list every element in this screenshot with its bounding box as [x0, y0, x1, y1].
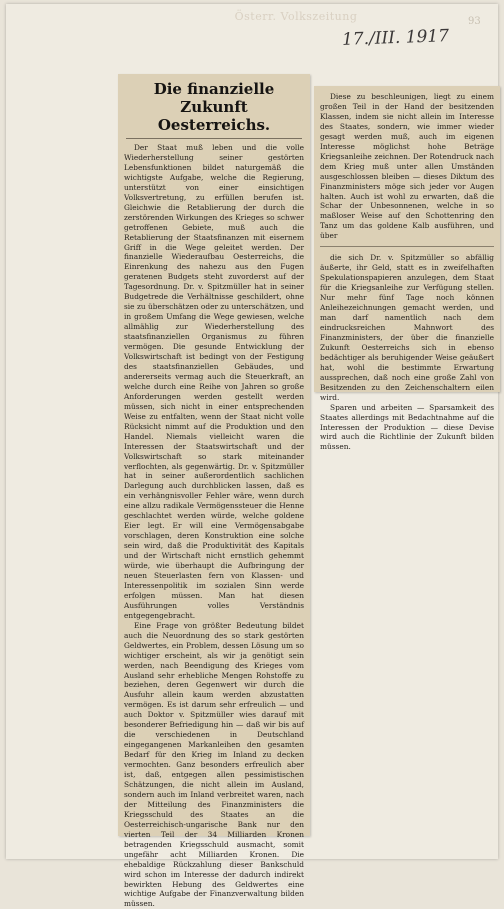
- page-number: 93: [468, 16, 481, 27]
- clipping-main-column: [118, 74, 310, 909]
- clipping-continuation-column: [314, 86, 500, 452]
- article-body-col2: [320, 92, 494, 241]
- paragraph-3: Diese zu beschleunigen, liegt zu einem großen Teil in der Hand der besitzenden Klassen, indem sie nicht allein im Interesse des Staates, sondern, wie immer wieder gesagt werden muß, auch im eigenen Interesse möglichst hohe Beträge Kriegsanleihe zeichnen. Der Rotendruck nach dem Krieg muß unter allen Umständen ausgeschlossen bleiben — dieses Diktum des Finanzministers möge sich jeder vor Augen halten. Auch ist wohl zu erwarten, daß die Schar der Unbesonnenen, welche in so maßloser Weise auf den Schottenring den Tanz um das goldene Kalb ausführen, und über: [320, 92, 494, 241]
- handwritten-date: 17./III. 1917: [341, 26, 450, 50]
- article-body-col2b: [320, 253, 494, 452]
- article-body-col1: [124, 143, 304, 909]
- article-headline: Die finanzielle Zukunft Oesterreichs.: [126, 80, 302, 139]
- paragraph-5: Sparen und arbeiten — Sparsamkeit des Staates allerdings mit Bedachtnahme auf die Interessen der Produktion — diese Devise wird auch die Richtlinie der Zukunft bilden müssen.: [320, 402, 494, 452]
- paragraph-2: Eine Frage von größter Bedeutung bildet auch die Neuordnung des so stark gestörten Geldwertes, ein Problem, dessen Lösung um so wichtiger erscheint, als wir ja genötigt sein werden, nach Beendigung des Krieges vom Ausland sehr erhebliche Mengen Rohstoffe zu beziehen, deren Gegenwert wir durch die Ausfuhr allein kaum werden abzustatten vermögen. Es ist darum sehr erfreulich — und auch Doktor v. Spitzmüller wies darauf mit besonderer Befriedigung hin — daß wir bis auf die verschiedenen in Deutschland eingegangenen Markanleihen den gesamten Bedarf für den Krieg im Inland zu decken vermochten. Ganz besonders erfreulich aber ist, daß, entgegen allen pessimistischen Schätzungen, die nicht allein im Ausland, sondern auch im Inland verbreitet waren, nach der Mitteilung des Finanzministers die Kriegsschuld des Staates an die Oesterreichisch-ungarische Bank nur den vierten Teil der 34 Milliarden Kronen betragenden Kriegsschuld ausmacht, somit ungefähr acht Milliarden Kronen. Die ehebaldige Rückzahlung dieser Bankschuld wird schon im Interesse der dadurch indirekt bewirkten Hebung des Geldwertes eine wichtige Aufgabe der Finanzverwaltung bilden müssen.: [124, 620, 304, 909]
- column-divider: [320, 246, 494, 247]
- archive-sheet: [6, 4, 498, 909]
- paragraph-1: Der Staat muß leben und die volle Wiederherstellung seiner gestörten Lebensfunktionen bildet naturgemäß die wichtigste Aufgabe, welche die Regierung, unterstützt von einer einsichtigen Volksvertretung, zu erfüllen berufen ist. Gleichwie die Retablierung der durch die zerstörenden Wirkungen des Krieges so schwer getroffenen Gebiete, muß auch die Retablierung der Staatsfinanzen mit eisernem Griff in die Wege geleitet werden. Der finanzielle Wiederaufbau Oesterreichs, die Einrenkung des nahezu aus den Fugen geratenen Budgets steht zuvorderst auf der Tagesordnung. Dr. v. Spitzmüller hat in seiner Budgetrede die Verhältnisse geschildert, ohne sie zu überschätzen oder zu unterschätzen, und in großem Umfang die Wege gewiesen, welche allmählig zur Wiederherstellung des staatsfinanziellen Organismus zu führen vermögen. Die gesunde Entwicklung der Volkswirtschaft ist bedingt von der Festigung des staatsfinanziellen Gebäudes, und andererseits vermag auch die Steuerkraft, an welche durch eine Reihe von Jahren so große Anforderungen werden gestellt werden müssen, sich nicht in einer entsprechenden Weise zu entfalten, wenn der Staat nicht volle Rücksicht nimmt auf die Produktion und den Handel. Niemals vielleicht waren die Interessen der Staatswirtschaft und der Volkswirtschaft so stark miteinander verflochten, als gegenwärtig. Dr. v. Spitzmüller hat in seiner außerordentlich sachlichen Darlegung auch durchblicken lassen, daß es ein verhängnisvoller Fehler wäre, wenn durch eine allzu radikale Vermögenssteuer die Henne geschlachtet werden würde, welche goldene Eier legt. Er will eine Vermögensabgabe vorschlagen, deren Konstruktion eine solche sein wird, daß die Produktivität des Kapitals und der Wirtschaft nicht ernstlich gehemmt würde, wie überhaupt die Aufbringung der neuen Steuerlasten fern von Klassen- und Interessenpolitik im sozialen Sinn werde erfolgen müssen. Man hat diesen Ausführungen volles Verständnis entgegengebracht.: [124, 143, 304, 620]
- paragraph-4: die sich Dr. v. Spitzmüller so abfällig äußerte, ihr Geld, statt es in zweifelhaften Spekulationspapieren anzulegen, dem Staat für die Kriegsanleihe zur Verfügung stellen. Nur mehr fünf Tage noch können Anleihezeichnungen gemacht werden, und man darf namentlich nach dem eindrucksreichen Mahnwort des Finanzministers, der über die finanzielle Zukunft Oesterreichs sich in ebenso bedächtiger als beruhigender Weise geäußert hat, wohl die bestimmte Erwartung aussprechen, daß noch eine große Zahl von Besitzenden zu den Zeichenschaltern eilen wird.: [320, 253, 494, 402]
- newspaper-masthead: Österr. Volkszeitung: [234, 10, 358, 23]
